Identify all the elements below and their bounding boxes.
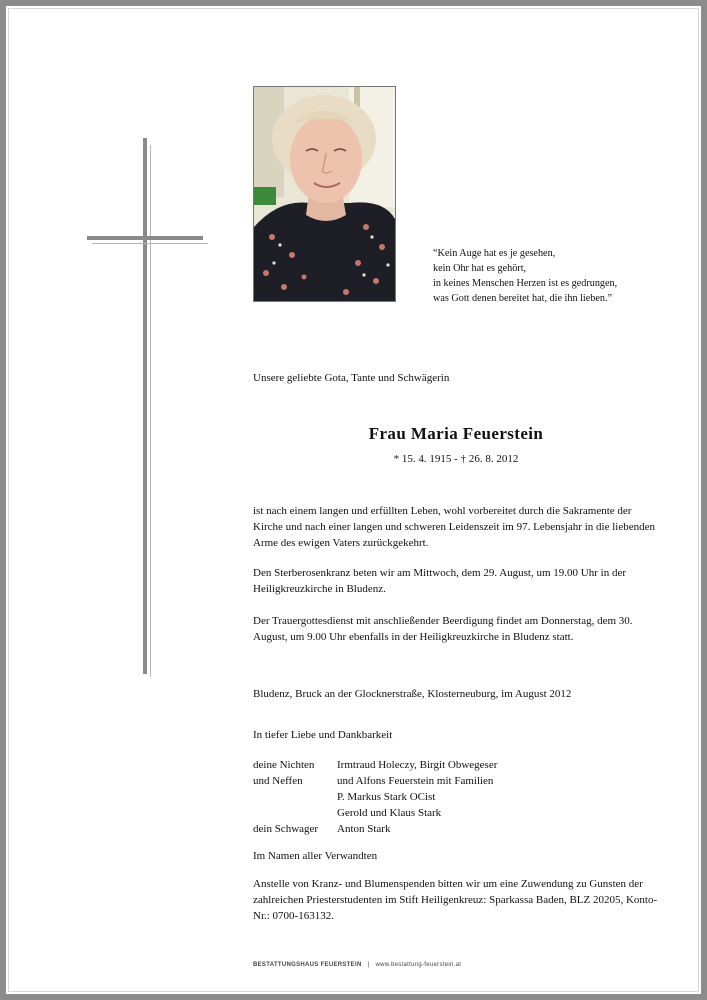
mourner-names: Anton Stark — [337, 823, 391, 835]
mourner-relation — [253, 805, 337, 821]
mourners-row — [253, 789, 497, 805]
mourner-names: und Alfons Feuerstein mit Familien — [337, 775, 494, 787]
relatives-line: Im Namen aller Verwandten — [253, 850, 378, 862]
mourners-row — [253, 805, 497, 821]
place-and-date: Bludenz, Bruck an der Glocknerstraße, Klosterneuburg, im August 2012 — [253, 688, 572, 700]
portrait-photo — [253, 86, 396, 302]
mourners-row — [253, 821, 497, 837]
donation-paragraph: Anstelle von Kranz- und Blumenspenden bitten wir um eine Zuwendung zu Gunsten der zahlreichen Priesterstudenten im Stift Heiligenkreuz: Sparkassa Baden, BLZ 20205, Konto-Nr.: 0700-163132. — [253, 878, 658, 922]
bible-quote — [433, 246, 617, 306]
footer-separator: | — [367, 962, 370, 968]
mourner-relation: deine Nichten — [253, 759, 315, 771]
deceased-name: Frau Maria Feuerstein — [368, 424, 544, 443]
mourner-relation — [253, 789, 337, 805]
cross-vertical-shadow — [150, 145, 151, 677]
funeral-service-paragraph: Der Trauergottesdienst mit anschließender Beerdigung findet am Donnerstag, dem 30. August, um 9.00 Uhr ebenfalls in der Heiligkreuzkirche in Bludenz statt. — [253, 615, 633, 643]
cross-horizontal-bar — [87, 236, 203, 240]
mourners-row — [253, 757, 497, 773]
quote-line: in keines Menschen Herzen ist es gedrungen, — [433, 278, 618, 289]
life-dates: * 15. 4. 1915 - † 26. 8. 2012 — [393, 453, 519, 465]
mourners-list — [253, 757, 497, 837]
rosary-paragraph: Den Sterberosenkranz beten wir am Mittwoch, dem 29. August, um 19.00 Uhr in der Heiligkreuzkirche in Bludenz. — [253, 567, 627, 595]
announcement-paragraph: ist nach einem langen und erfüllten Leben, wohl vorbereitet durch die Sakramente der Kirche und nach einer langen und schweren Leidenszeit im 97. Lebensjahr in die liebenden Arme des ewigen Vaters zurückgekehrt. — [253, 505, 655, 549]
mourner-names: P. Markus Stark OCist — [337, 791, 436, 803]
quote-line: “Kein Auge hat es je gesehen, — [433, 248, 556, 259]
intro-text: Unsere geliebte Gota, Tante und Schwägerin — [253, 372, 450, 384]
closing-line: In tiefer Liebe und Dankbarkeit — [253, 729, 393, 741]
mourner-names: Irmtraud Holeczy, Birgit Obwegeser — [337, 759, 498, 771]
footer-website-link[interactable]: www.bestattung-feuerstein.at — [375, 962, 462, 968]
quote-line: was Gott denen bereitet hat, die ihn lieben.” — [433, 293, 613, 304]
mourner-names: Gerold und Klaus Stark — [337, 807, 442, 819]
footer-firm-name: BESTATTUNGSHAUS FEUERSTEIN — [253, 962, 362, 968]
mourner-relation: und Neffen — [253, 775, 303, 787]
cross-horizontal-shadow — [92, 243, 208, 244]
cross-vertical-bar — [143, 138, 147, 674]
footer — [253, 960, 461, 970]
mourners-row — [253, 773, 497, 789]
mourner-relation: dein Schwager — [253, 823, 319, 835]
quote-line: kein Ohr hat es gehört, — [433, 263, 527, 274]
